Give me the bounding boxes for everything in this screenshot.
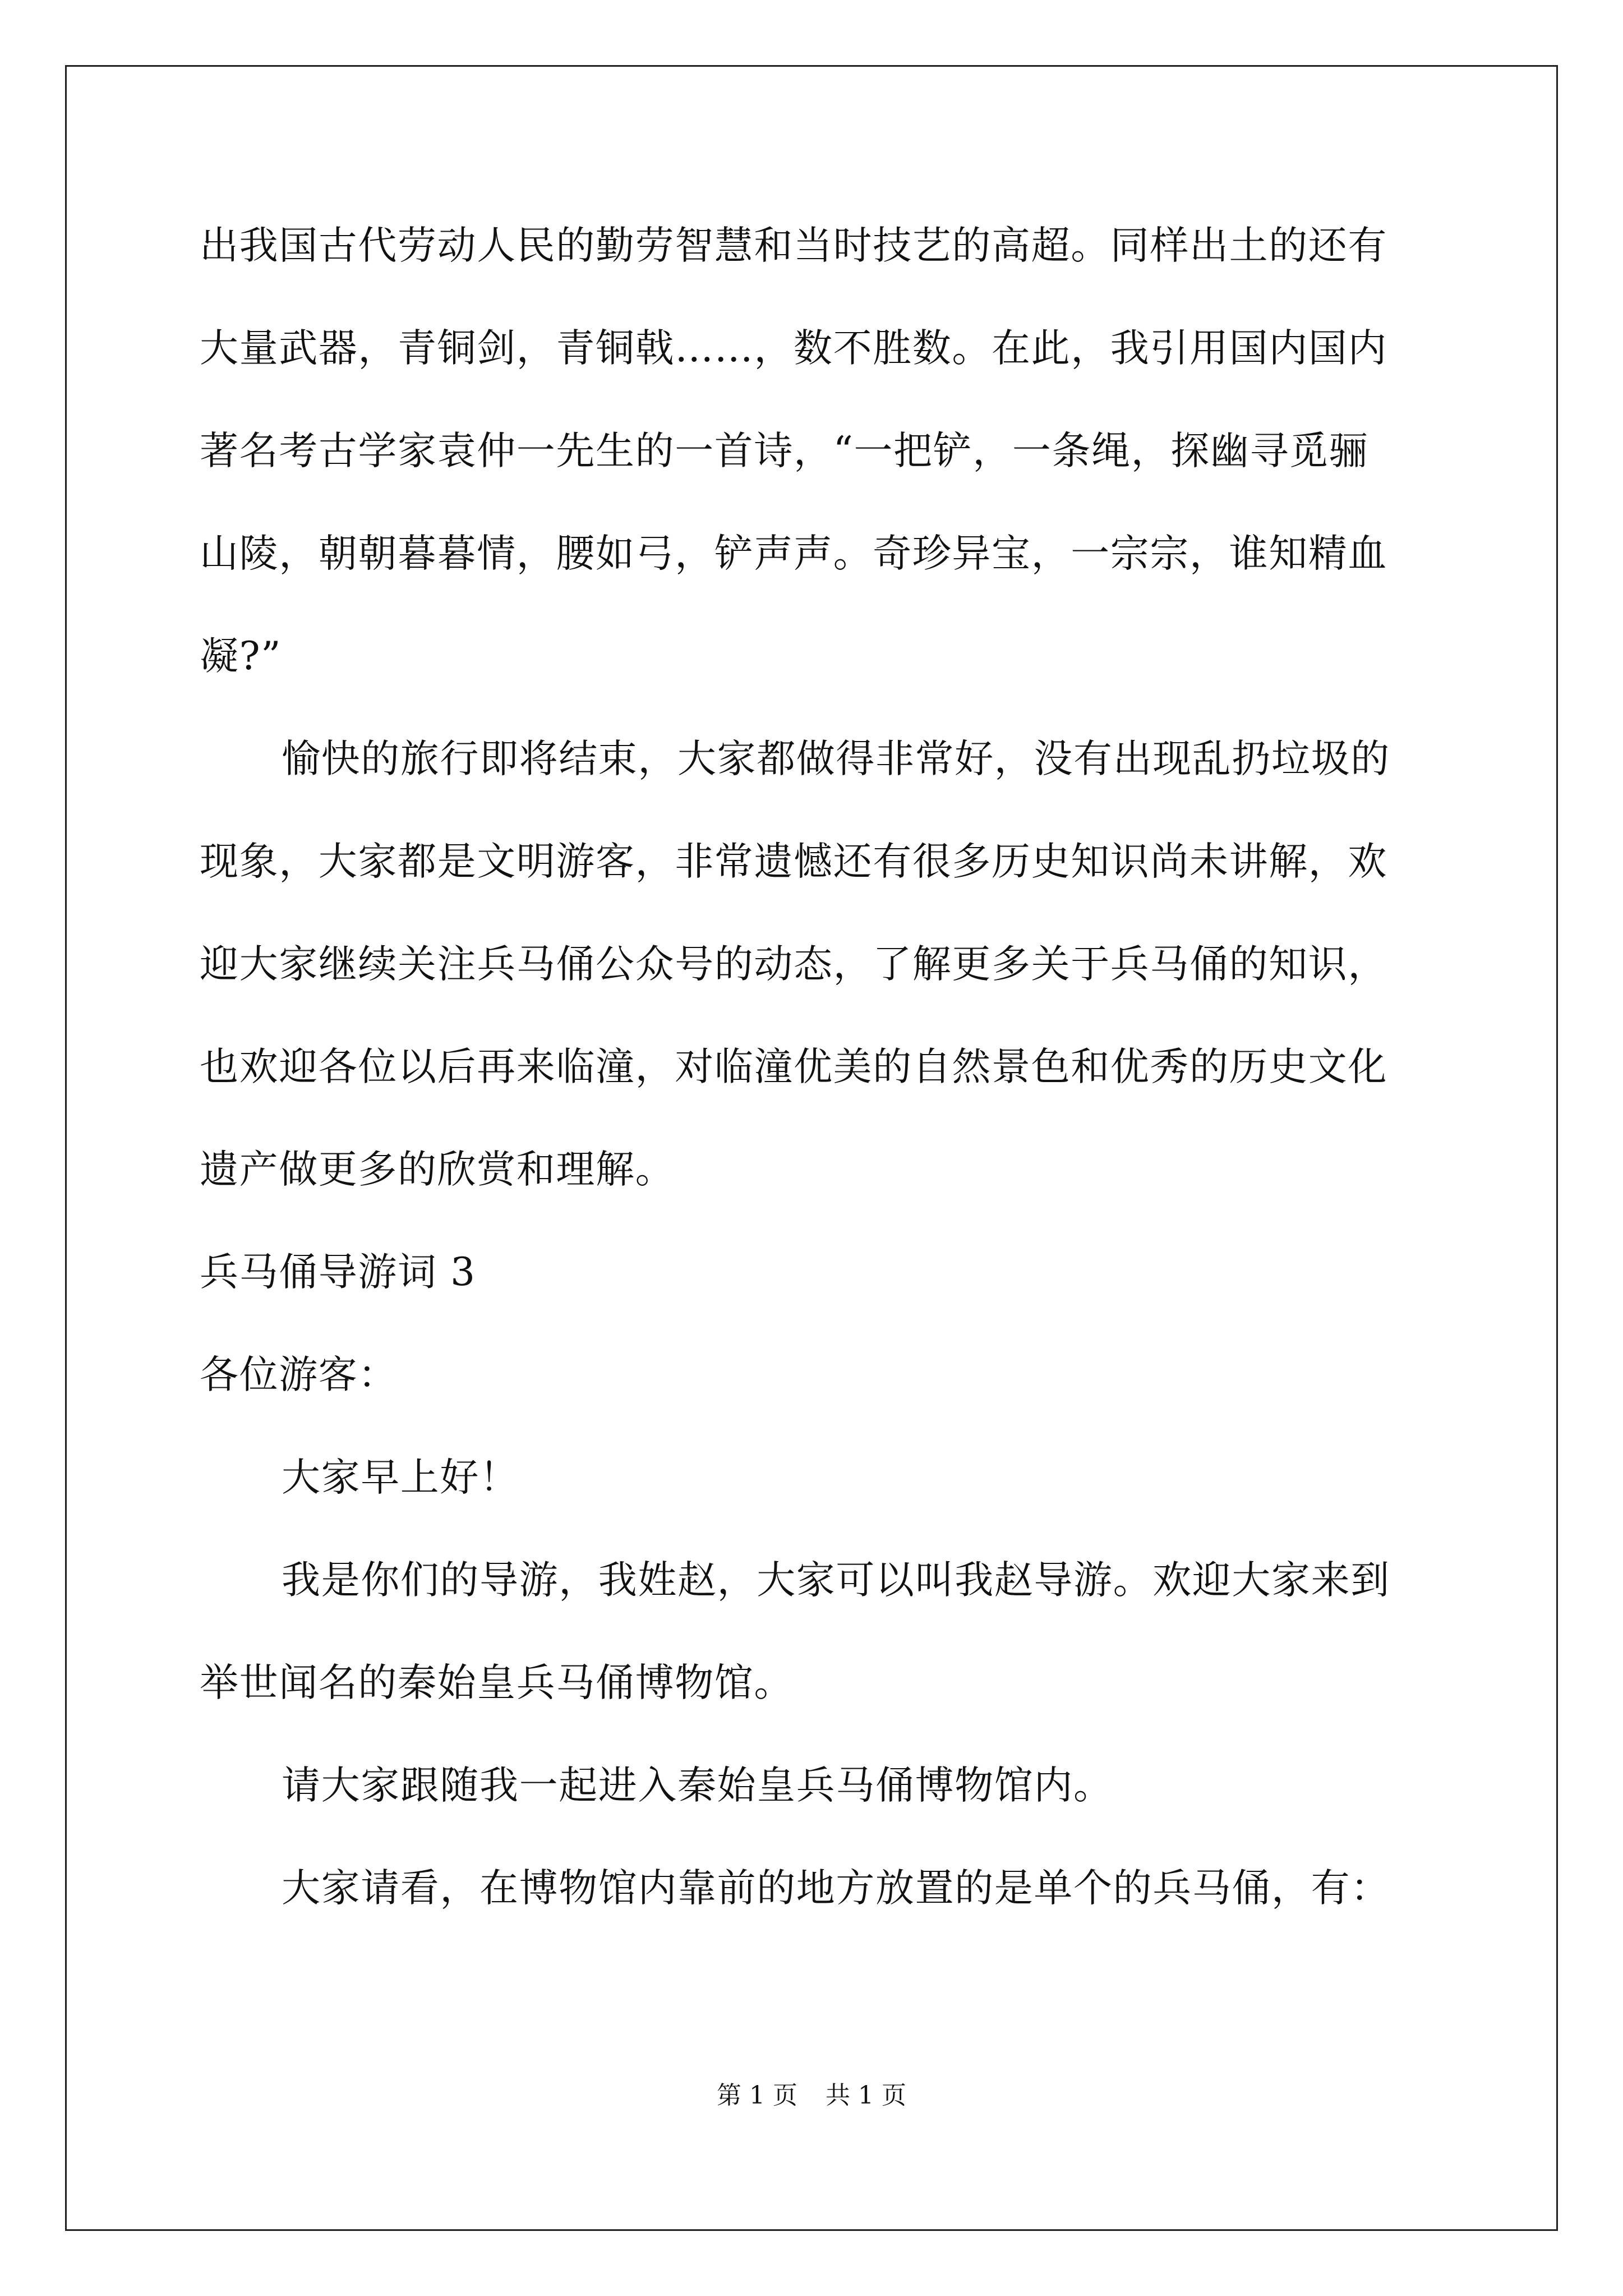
section-heading: 兵马俑导游词 3: [200, 1250, 476, 1295]
paragraph-line: 山陵，朝朝暮暮情，腰如弓，铲声声。奇珍异宝，一宗宗，谁知精血: [200, 531, 1387, 576]
paragraph-line: 请大家跟随我一起进入秦始皇兵马俑博物馆内。: [282, 1763, 1113, 1808]
paragraph-line: 大量武器，青铜剑，青铜戟……，数不胜数。在此，我引用国内国内: [200, 326, 1387, 371]
paragraph-line: 大家请看，在博物馆内靠前的地方放置的是单个的兵马俑，有：: [282, 1866, 1390, 1911]
paragraph-line: 愉快的旅行即将结束，大家都做得非常好，没有出现乱扔垃圾的: [282, 737, 1390, 781]
salutation: 各位游客：: [200, 1352, 398, 1397]
paragraph-line: 凝?”: [200, 634, 282, 679]
page-number: 第 1 页: [717, 2081, 797, 2110]
paragraph-line: 举世闻名的秦始皇兵马俑博物馆。: [200, 1660, 794, 1705]
paragraph-line: 迎大家继续关注兵马俑公众号的动态，了解更多关于兵马俑的知识，: [200, 942, 1387, 987]
paragraph-line: 也欢迎各位以后再来临潼，对临潼优美的自然景色和优秀的历史文化: [200, 1045, 1387, 1089]
paragraph-line: 出我国古代劳动人民的勤劳智慧和当时技艺的高超。同样出土的还有: [200, 223, 1387, 268]
page-total: 共 1 页: [826, 2081, 906, 2110]
paragraph-line: 著名考古学家袁仲一先生的一首诗，“一把铲，一条绳，探幽寻觅骊: [200, 429, 1369, 473]
paragraph-line: 我是你们的导游，我姓赵，大家可以叫我赵导游。欢迎大家来到: [282, 1558, 1390, 1603]
paragraph-line: 大家早上好！: [282, 1455, 519, 1500]
paragraph-line: 遗产做更多的欣赏和理解。: [200, 1147, 675, 1192]
page-footer: [0, 2080, 1623, 2111]
paragraph-line: 现象，大家都是文明游客，非常遗憾还有很多历史知识尚未讲解，欢: [200, 839, 1387, 884]
